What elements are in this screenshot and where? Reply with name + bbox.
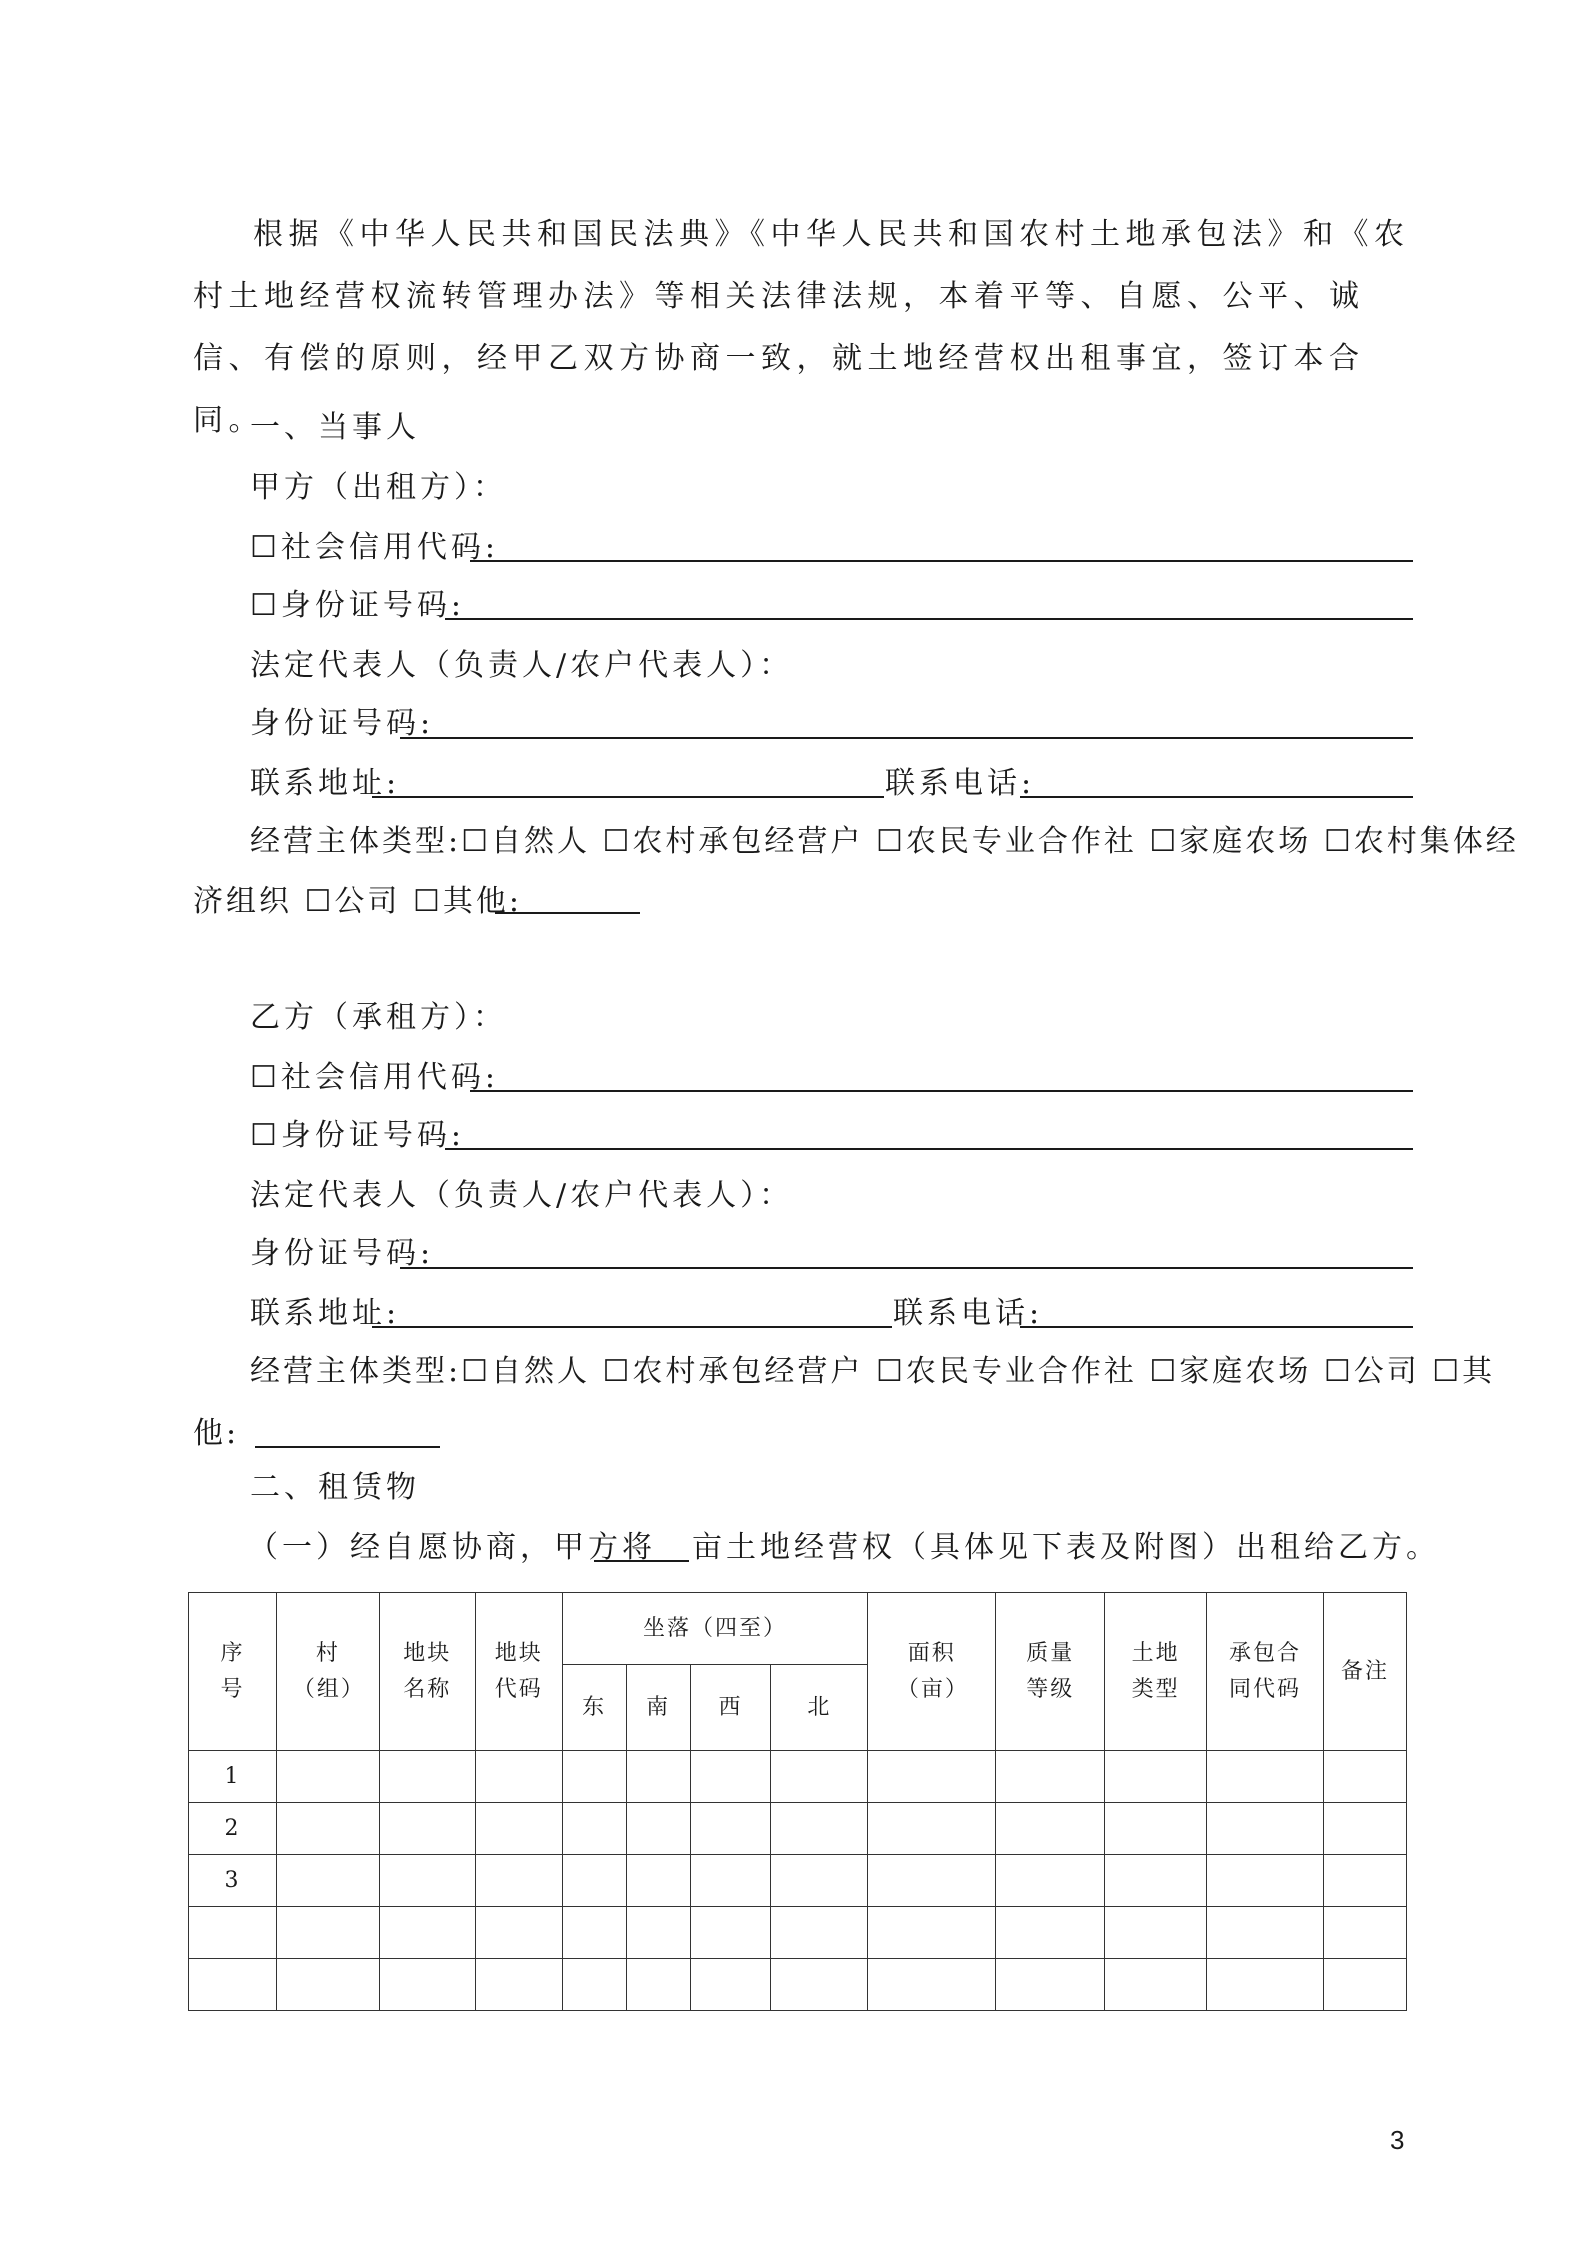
party-b-address-field[interactable]: [372, 1326, 892, 1328]
table-cell[interactable]: [1324, 1959, 1407, 2011]
table-cell[interactable]: [276, 1803, 379, 1855]
table-cell[interactable]: [868, 1803, 996, 1855]
party-b-type-line1: 经营主体类型:☐自然人 ☐农村承包经营户 ☐农民专业合作社 ☐家庭农场 ☐公司 ☐其: [250, 1354, 1496, 1389]
party-a-phone-field[interactable]: [1020, 796, 1413, 798]
party-a-credit-code-label: ☐社会信用代码:: [250, 530, 500, 565]
party-b-phone-field[interactable]: [1020, 1326, 1413, 1328]
table-cell[interactable]: [771, 1855, 868, 1907]
clause1-suffix: 亩土地经营权（具体见下表及附图）出租给乙方。: [692, 1530, 1440, 1565]
table-cell[interactable]: [562, 1959, 626, 2011]
party-a-type-line1: 经营主体类型:☐自然人 ☐农村承包经营户 ☐农民专业合作社 ☐家庭农场 ☐农村集体经: [250, 824, 1519, 859]
party-b-credit-code-label: ☐社会信用代码:: [250, 1060, 500, 1095]
table-row: [189, 1855, 1407, 1907]
party-b-legal-rep-label: 法定代表人（负责人/农户代表人）：: [250, 1178, 794, 1213]
table-cell[interactable]: [868, 1959, 996, 2011]
table-cell[interactable]: [771, 1803, 868, 1855]
party-b-type-line2: 他:: [193, 1416, 240, 1451]
table-cell[interactable]: [1207, 1751, 1324, 1803]
table-cell[interactable]: [379, 1751, 475, 1803]
land-parcel-table: [188, 1592, 1407, 2011]
table-cell[interactable]: [1207, 1803, 1324, 1855]
page-number: 3: [1390, 2125, 1405, 2155]
party-b-address-label: 联系地址:: [250, 1296, 401, 1331]
party-b-rep-id-field[interactable]: [400, 1267, 1413, 1269]
header-land-type: 土地类型: [1105, 1593, 1207, 1751]
header-area: 面积（亩）: [868, 1593, 996, 1751]
header-location: 坐落（四至）: [562, 1593, 868, 1665]
table-cell[interactable]: [626, 1803, 690, 1855]
table-cell[interactable]: [276, 1855, 379, 1907]
table-cell[interactable]: [771, 1907, 868, 1959]
table-cell[interactable]: [475, 1751, 562, 1803]
table-cell[interactable]: [475, 1907, 562, 1959]
header-east: 东: [562, 1665, 626, 1751]
table-cell[interactable]: [1324, 1855, 1407, 1907]
table-cell[interactable]: [276, 1751, 379, 1803]
table-cell[interactable]: [379, 1855, 475, 1907]
table-row: [189, 1803, 1407, 1855]
table-cell[interactable]: [1207, 1855, 1324, 1907]
table-cell[interactable]: [626, 1855, 690, 1907]
table-cell[interactable]: [1105, 1803, 1207, 1855]
table-cell[interactable]: [475, 1803, 562, 1855]
party-b-phone-label: 联系电话:: [893, 1296, 1044, 1331]
table-cell[interactable]: [276, 1959, 379, 2011]
table-cell[interactable]: [996, 1803, 1105, 1855]
table-cell[interactable]: [996, 1751, 1105, 1803]
table-cell[interactable]: [1105, 1907, 1207, 1959]
table-cell[interactable]: [1105, 1855, 1207, 1907]
row-seq: [189, 1907, 277, 1959]
header-seq: 序号: [189, 1593, 277, 1751]
header-quality: 质量等级: [996, 1593, 1105, 1751]
party-b-other-type-field[interactable]: [255, 1446, 440, 1448]
party-a-phone-label: 联系电话:: [885, 766, 1036, 801]
header-remarks: 备注: [1324, 1593, 1407, 1751]
table-cell[interactable]: [868, 1855, 996, 1907]
table-cell[interactable]: [690, 1855, 771, 1907]
table-cell[interactable]: [690, 1803, 771, 1855]
header-contract-code: 承包合同代码: [1207, 1593, 1324, 1751]
header-plot-code: 地块代码: [475, 1593, 562, 1751]
row-seq: 2: [189, 1803, 277, 1855]
table-cell[interactable]: [1207, 1959, 1324, 2011]
table-cell[interactable]: [475, 1855, 562, 1907]
party-a-address-field[interactable]: [372, 796, 884, 798]
table-cell[interactable]: [868, 1907, 996, 1959]
table-cell[interactable]: [562, 1855, 626, 1907]
party-a-rep-id-field[interactable]: [400, 737, 1413, 739]
table-cell[interactable]: [690, 1907, 771, 1959]
party-a-type-line2: 济组织 ☐公司 ☐其他:: [193, 884, 522, 919]
table-cell[interactable]: [626, 1751, 690, 1803]
party-a-credit-code-field[interactable]: [470, 560, 1413, 562]
table-cell[interactable]: [626, 1959, 690, 2011]
party-a-address-label: 联系地址:: [250, 766, 401, 801]
party-b-rep-id-label: 身份证号码:: [250, 1236, 435, 1271]
row-seq: 3: [189, 1855, 277, 1907]
table-cell[interactable]: [771, 1959, 868, 2011]
row-seq: 1: [189, 1751, 277, 1803]
header-plot-name: 地块名称: [379, 1593, 475, 1751]
clause1-acreage-field[interactable]: [594, 1560, 689, 1562]
section-parties-heading: 一、当事人: [250, 410, 420, 445]
clause1-prefix: （一）经自愿协商，甲方将: [248, 1530, 656, 1565]
table-cell[interactable]: [690, 1959, 771, 2011]
table-cell[interactable]: [1324, 1907, 1407, 1959]
party-a-id-number-field[interactable]: [445, 618, 1413, 620]
party-a-id-number-label: ☐身份证号码:: [250, 588, 466, 623]
table-row: [189, 1751, 1407, 1803]
table-cell[interactable]: [868, 1751, 996, 1803]
header-village: 村（组）: [276, 1593, 379, 1751]
party-a-title: 甲方（出租方）：: [250, 470, 507, 505]
table-cell[interactable]: [276, 1907, 379, 1959]
party-b-id-number-label: ☐身份证号码:: [250, 1118, 466, 1153]
party-b-title: 乙方（承租方）：: [250, 1000, 507, 1035]
table-cell[interactable]: [562, 1803, 626, 1855]
header-south: 南: [626, 1665, 690, 1751]
table-row: [189, 1959, 1407, 2011]
table-cell[interactable]: [771, 1751, 868, 1803]
header-north: 北: [771, 1665, 868, 1751]
table-cell[interactable]: [562, 1907, 626, 1959]
table-cell[interactable]: [996, 1959, 1105, 2011]
table-cell[interactable]: [626, 1907, 690, 1959]
table-cell[interactable]: [996, 1855, 1105, 1907]
table-cell[interactable]: [1207, 1907, 1324, 1959]
table-cell[interactable]: [996, 1907, 1105, 1959]
table-cell[interactable]: [1324, 1803, 1407, 1855]
party-a-other-type-field[interactable]: [495, 912, 640, 914]
header-west: 西: [690, 1665, 771, 1751]
table-row: [189, 1907, 1407, 1959]
table-cell[interactable]: [379, 1959, 475, 2011]
table-cell[interactable]: [562, 1751, 626, 1803]
table-cell[interactable]: [379, 1907, 475, 1959]
table-cell[interactable]: [690, 1751, 771, 1803]
party-a-rep-id-label: 身份证号码:: [250, 706, 435, 741]
table-cell[interactable]: [1105, 1751, 1207, 1803]
row-seq: [189, 1959, 277, 2011]
table-cell[interactable]: [379, 1803, 475, 1855]
party-b-id-number-field[interactable]: [445, 1148, 1413, 1150]
table-cell[interactable]: [475, 1959, 562, 2011]
section-leased-object-heading: 二、租赁物: [250, 1470, 420, 1505]
table-cell[interactable]: [1324, 1751, 1407, 1803]
party-a-legal-rep-label: 法定代表人（负责人/农户代表人）：: [250, 648, 794, 683]
table-cell[interactable]: [1105, 1959, 1207, 2011]
intro-paragraph: 根据《中华人民共和国民法典》《中华人民共和国农村土地承包法》和《农村土地经营权流转管理办法》等相关法律法规，本着平等、自愿、公平、诚信、有偿的原则，经甲乙双方协商一致，就土地经营权出租事宜，签订本合同。: [193, 217, 1410, 438]
party-b-credit-code-field[interactable]: [470, 1090, 1413, 1092]
